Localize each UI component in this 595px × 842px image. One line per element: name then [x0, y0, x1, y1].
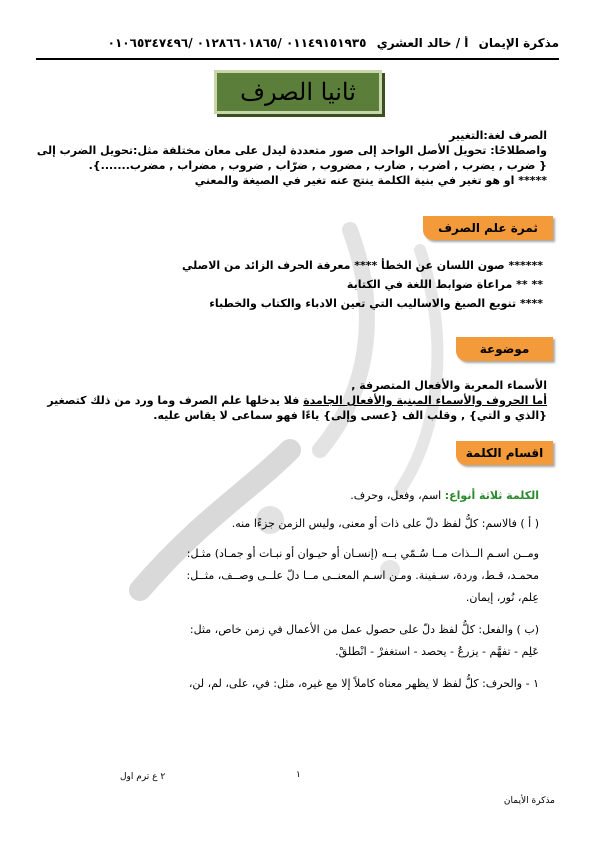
topic-line-2 — [36, 393, 547, 408]
definition-line-alt: ***** او هو تغير في بنية الكلمة ينتج عنه تغير في الصيغة والمعني — [194, 174, 547, 187]
definition-line-language: الصرف لغة:التغيير — [448, 129, 547, 142]
topic-line-2-rest: فلا يدخلها علم الصرف وما ورد من ذلك كتصغير — [47, 394, 304, 407]
topic-ribbon: موضوعة — [456, 337, 553, 361]
definition-block — [36, 128, 547, 188]
parts-noun-examples-2: محمـد، قـط، وردة، سـفينة. ومـن اسـم المعنــى مــا دلّ علــى وصــف، مثــل: — [186, 569, 539, 582]
topic-line-3: {الذي و التي} , وقلب الف {عسى وإلى} ياءًا فهو سماعى لا يقاس عليه. — [153, 409, 547, 422]
footer-page-number: ١ — [296, 770, 301, 780]
parts-noun-examples-3: عِلم، نُور، إيمان. — [465, 591, 539, 604]
header-book-name: مذكرة الإيمان — [478, 36, 559, 50]
section-title: ثانيا الصرف — [214, 70, 382, 114]
page-header — [36, 36, 559, 60]
parts-verb-examples: عَلِم - تفهَّم - يزرعُ - يحصد - استغفرْ - انْطلقْ. — [335, 645, 539, 658]
parts-block — [40, 488, 539, 700]
parts-particle-definition: ١ - والحرف: كلُّ لفظ لا يظهر معناه كاملاً إلا مع غيره، مثل: في، على، لم، لن، — [188, 677, 539, 690]
definition-line-examples: { ضرب , يضرب , اضرب , ضارب , مضروب , ضرّاب , ضروب , مضراب , مضرب.......}. — [88, 159, 547, 172]
definition-line-term: واصطلاحًا: تحويل الأصل الواحد إلى صور متعددة ليدل على معان مختلفة مثل:تحويل الضرب إلى — [36, 144, 547, 157]
parts-verb-definition: (ب ) والفعل: كلُّ لفظ دلّ على حصول عمل من الأعمال في زمن خاص، مثل: — [189, 623, 539, 636]
parts-noun-definition: ( أ ) فالاسم: كلُّ لفظ دلّ على ذات أو معنى، وليس الزمن جزءًا منه. — [231, 517, 539, 530]
parts-intro — [40, 488, 539, 504]
header-teacher-name: أ / خالد العشري — [376, 36, 469, 50]
topic-line-1: الأسماء المعربة والأفعال المتصرفة , — [351, 379, 547, 392]
header-phone-numbers: ٠١١٤٩١٥١٩٣٥ /٠١٢٨٦٦٠١٨٦٥ /٠١٠٦٥٣٤٧٤٩٦ — [107, 36, 367, 50]
fruit-list — [36, 258, 543, 311]
fruit-ribbon: ثمرة علم الصرف — [423, 216, 553, 240]
topic-block — [36, 378, 547, 423]
topic-underlined-phrase: أما الحروف والأسماء المبنية والأفعال الجامدة — [303, 394, 547, 407]
parts-noun-examples-1: ومــن اسـم الــذات مــا سُـمّي بــه (إنسـان أو حيـوان أو نبـات أو جمـاد) مثـل: — [186, 547, 539, 560]
fruit-item-3: **** تنويع الصيغ والاساليب التي تعين الادباء والكتاب والخطباء — [209, 297, 543, 310]
footer-book-name: مذكرة الأيمان — [503, 796, 555, 806]
parts-intro-label: الكلمة ثلاثة أنواع: — [444, 489, 539, 502]
fruit-item-2: ** ** مراعاة ضوابط اللغة في الكتابة — [346, 278, 543, 291]
parts-intro-rest: اسم، وفعل، وحرف. — [350, 489, 445, 502]
fruit-item-1: ****** صون اللسان عن الخطأ **** معرفة الحرف الزائد من الاصلي — [181, 259, 543, 272]
footer-term: ٢ ع ترم اول — [120, 772, 166, 782]
parts-ribbon: اقسام الكلمة — [456, 441, 553, 465]
